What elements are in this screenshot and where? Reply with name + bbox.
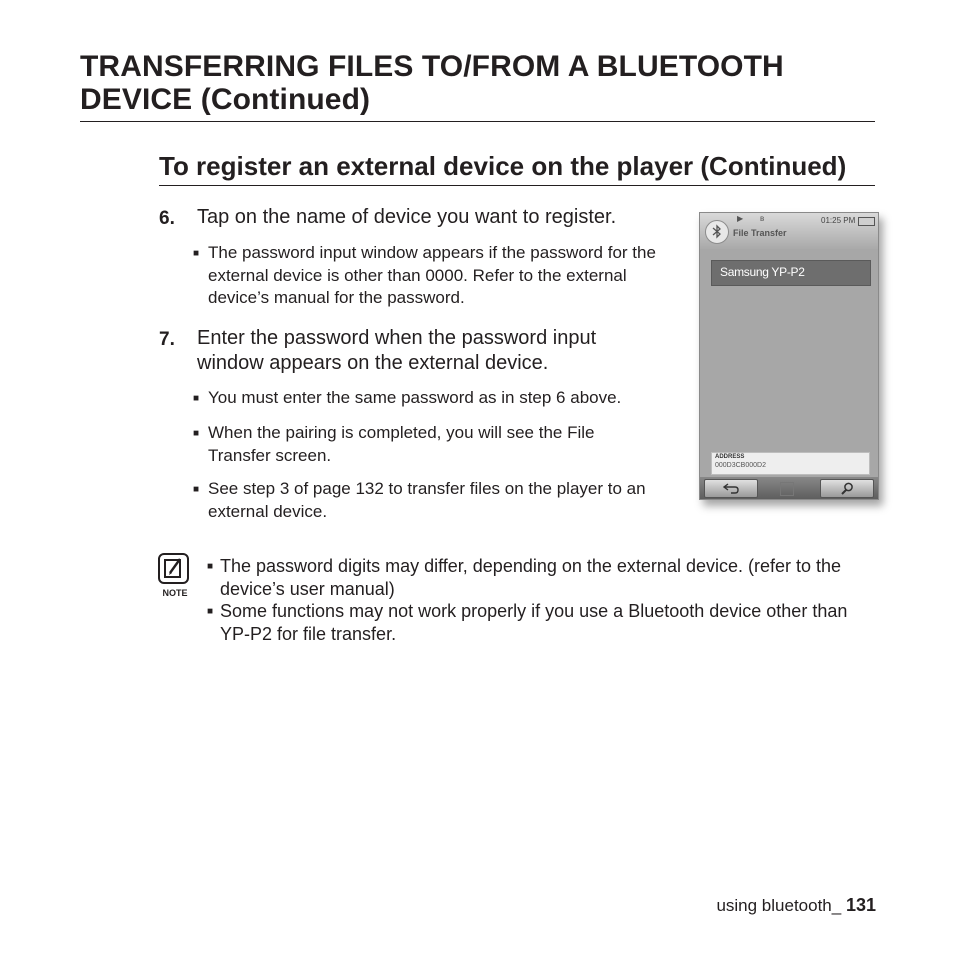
list-icon	[780, 482, 794, 496]
device-app-title: File Transfer	[733, 228, 787, 238]
device-status-bar	[700, 213, 878, 249]
bullet-marker: ■	[193, 248, 200, 259]
section-divider	[159, 185, 875, 186]
play-icon: ▶	[737, 214, 744, 223]
step-bullet: See step 3 of page 132 to transfer files on the player to an external device.	[208, 479, 646, 521]
page-title-line2: DEVICE (Continued)	[80, 83, 371, 116]
device-screen	[699, 212, 879, 500]
note-icon	[158, 553, 189, 584]
step-number: 6.	[159, 208, 175, 229]
note-bullet: Some functions may not work properly if you use a Bluetooth device other than YP-P2 for file transfer.	[220, 601, 848, 644]
footer-section: using bluetooth_	[716, 896, 842, 915]
page-number: 131	[845, 895, 876, 915]
bluetooth-status-icon: ʙ	[760, 214, 765, 223]
device-address-box	[711, 452, 870, 475]
bluetooth-icon	[705, 220, 729, 244]
note-bullet: The password digits may differ, depending on the external device. (refer to the device’s user manual)	[220, 556, 842, 599]
back-icon	[723, 483, 739, 494]
bullet-marker: ■	[193, 393, 200, 404]
note-label: NOTE	[162, 588, 188, 598]
back-button[interactable]	[704, 479, 758, 498]
step-bullet: The password input window appears if the password for the external device is other than 0000. Refer to the external device’s manual for the password.	[208, 243, 656, 307]
device-toolbar	[700, 477, 878, 499]
step-bullet: When the pairing is completed, you will see the File Transfer screen.	[208, 423, 595, 465]
page-title-line1: TRANSFERRING FILES TO/FROM A BLUETOOTH	[80, 50, 784, 83]
search-icon	[840, 482, 854, 495]
title-divider	[80, 121, 875, 122]
step-text: Enter the password when the password input window appears on the external device.	[197, 327, 597, 374]
section-title: To register an external device on the player (Continued)	[159, 151, 847, 181]
step-text: Tap on the name of device you want to register.	[197, 206, 617, 228]
device-list-item-label: Samsung YP-P2	[720, 265, 805, 279]
battery-icon	[858, 217, 875, 226]
bullet-marker: ■	[207, 561, 214, 572]
address-label: ADDRESS	[715, 454, 745, 460]
device-time: 01:25 PM	[821, 216, 856, 225]
search-button[interactable]	[820, 479, 874, 498]
step-number: 7.	[159, 329, 175, 350]
bullet-marker: ■	[193, 428, 200, 439]
bullet-marker: ■	[207, 606, 214, 617]
address-value: 000D3CB000D2	[715, 462, 766, 469]
device-list-item[interactable]	[711, 260, 871, 286]
step-bullet: You must enter the same password as in step 6 above.	[208, 388, 622, 407]
bullet-marker: ■	[193, 484, 200, 495]
page-title	[80, 50, 880, 116]
page-footer	[640, 895, 876, 916]
